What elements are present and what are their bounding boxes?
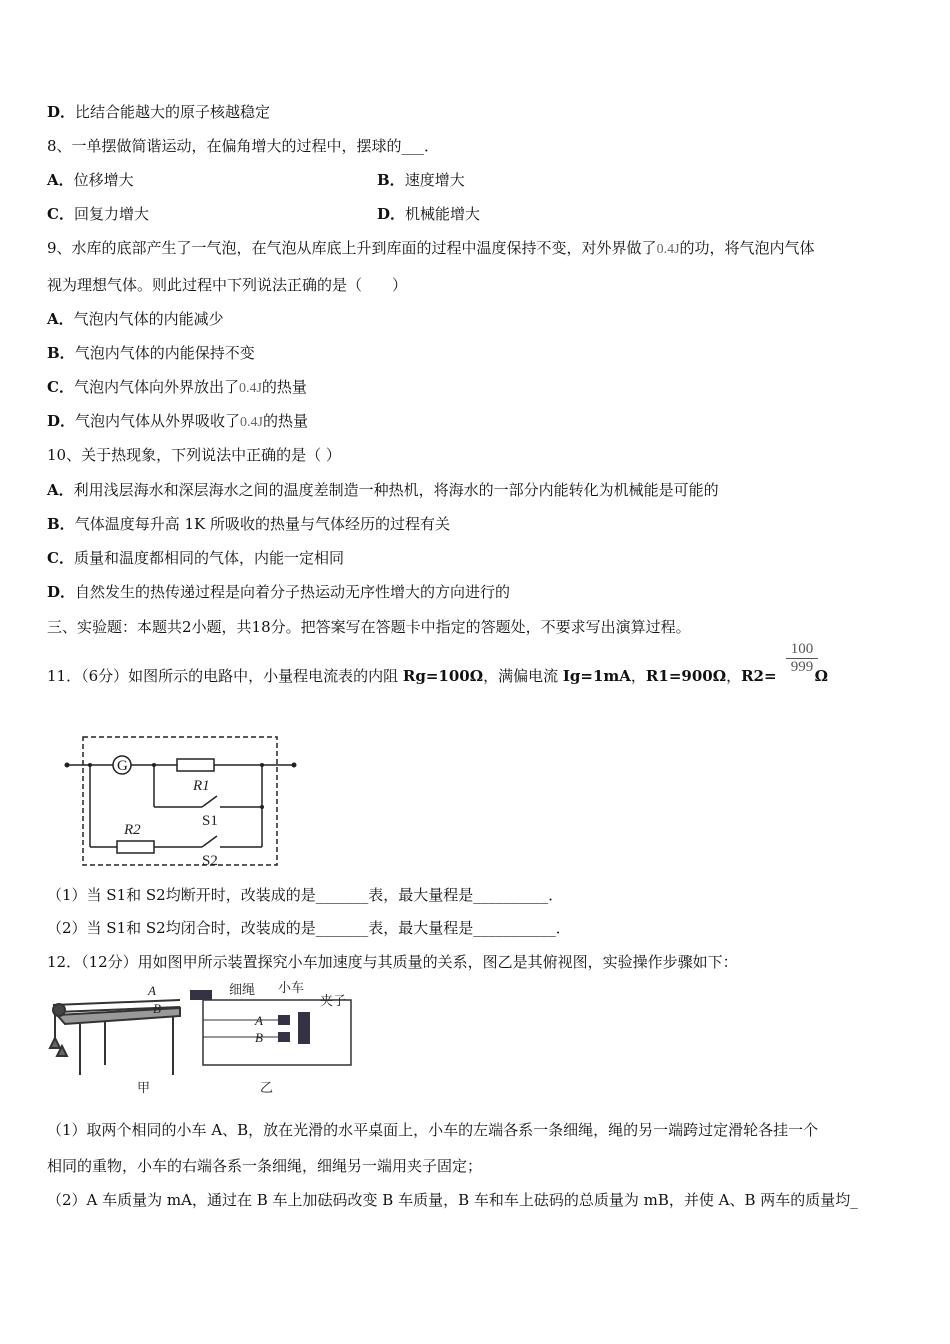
q8-option-d: D．机械能增大 [377, 205, 481, 223]
option-label: D． [47, 103, 76, 121]
q10-option-b: B．气体温度每升高 1K 所吸收的热量与气体经历的过程有关 [47, 515, 450, 533]
fig-jia-label: 甲 [137, 1080, 151, 1095]
svg-text:A: A [148, 983, 156, 998]
q9-option-a: A．气泡内气体的内能减少 [47, 310, 224, 328]
q8-stem: 8、一单摆做简谐运动，在偏角增大的过程中，摆球的___． [47, 137, 440, 155]
q9-option-b: B．气泡内气体的内能保持不变 [47, 344, 255, 362]
q10-option-a: A．利用浅层海水和深层海水之间的温度差制造一种热机，将海水的一部分内能转化为机械能是可能的 [47, 481, 719, 499]
clip-label: 夹子 [320, 993, 347, 1008]
q10-option-d: D．自然发生的热传递过程是向着分子热运动无序性增大的方向进行的 [47, 583, 511, 601]
r2-fraction: $\frac{100}{999}$ [786, 641, 818, 676]
q8-option-a: A．位移增大 [47, 171, 134, 189]
s2-label: S2 [202, 853, 218, 869]
rope-label: 细绳 [229, 982, 256, 997]
section-3-heading: 三、实验题：本题共2小题，共18分。把答案写在答题卡中指定的答题处，不要求写出演算过程。 [47, 618, 691, 636]
option-text: 比结合能越大的原子核越稳定 [75, 103, 271, 121]
q9-stem-line1: 9、水库的底部产生了一气泡，在气泡从库底上升到库面的过程中温度保持不变，对外界做了0.4J的功，将气泡内气体 [47, 239, 815, 257]
q8-option-c: C．回复力增大 [47, 205, 149, 223]
q9-option-c: C．气泡内气体向外界放出了0.4J的热量 [47, 378, 307, 396]
galvanometer-label: G [117, 758, 128, 774]
q11-sub2: （2）当 S1和 S2均闭合时，改装成的是_______表，最大量程是___________． [47, 919, 571, 937]
q12-step1-line2: 相同的重物，小车的右端各系一条细绳，细绳另一端用夹子固定； [47, 1157, 483, 1175]
q11-stem: 11．（6分）如图所示的电路中，小量程电流表的内阻 Rg=100Ω，满偏电流 Ig=1mA，R1=900Ω，R2= Ω [47, 667, 828, 685]
r1-label: R1 [193, 778, 210, 794]
apparatus-figure [45, 980, 365, 1098]
cart-label: 小车 [278, 980, 305, 995]
svg-text:A: A [255, 1013, 263, 1028]
q8-option-b: B．速度增大 [377, 171, 465, 189]
q10-stem: 10、关于热现象，下列说法中正确的是（ ） [47, 446, 341, 464]
svg-text:B: B [255, 1030, 263, 1045]
q7-option-d [47, 102, 270, 122]
q12-step2: （2）A 车质量为 mA，通过在 B 车上加砝码改变 B 车质量，B 车和车上砝码的总质量为 mB，并使 A、B 两车的质量均_ [47, 1191, 858, 1209]
s1-label: S1 [202, 813, 218, 829]
q12-step1-line1: （1）取两个相同的小车 A、B，放在光滑的水平桌面上，小车的左端各系一条细绳，绳的另一端跨过定滑轮各挂一个 [47, 1121, 819, 1139]
circuit-diagram [62, 730, 302, 870]
fig-yi-label: 乙 [260, 1080, 274, 1095]
svg-text:B: B [153, 1001, 161, 1016]
r2-label: R2 [124, 822, 141, 838]
q10-option-c: C．质量和温度都相同的气体，内能一定相同 [47, 549, 344, 567]
q12-stem: 12．（12分）用如图甲所示装置探究小车加速度与其质量的关系，图乙是其俯视图，实验操作步骤如下： [47, 953, 738, 971]
q11-sub1: （1）当 S1和 S2均断开时，改装成的是_______表，最大量程是__________． [47, 886, 564, 904]
q9-stem-line2: 视为理想气体。则此过程中下列说法正确的是（ ） [47, 276, 408, 294]
q9-option-d: D．气泡内气体从外界吸收了0.4J的热量 [47, 412, 308, 430]
